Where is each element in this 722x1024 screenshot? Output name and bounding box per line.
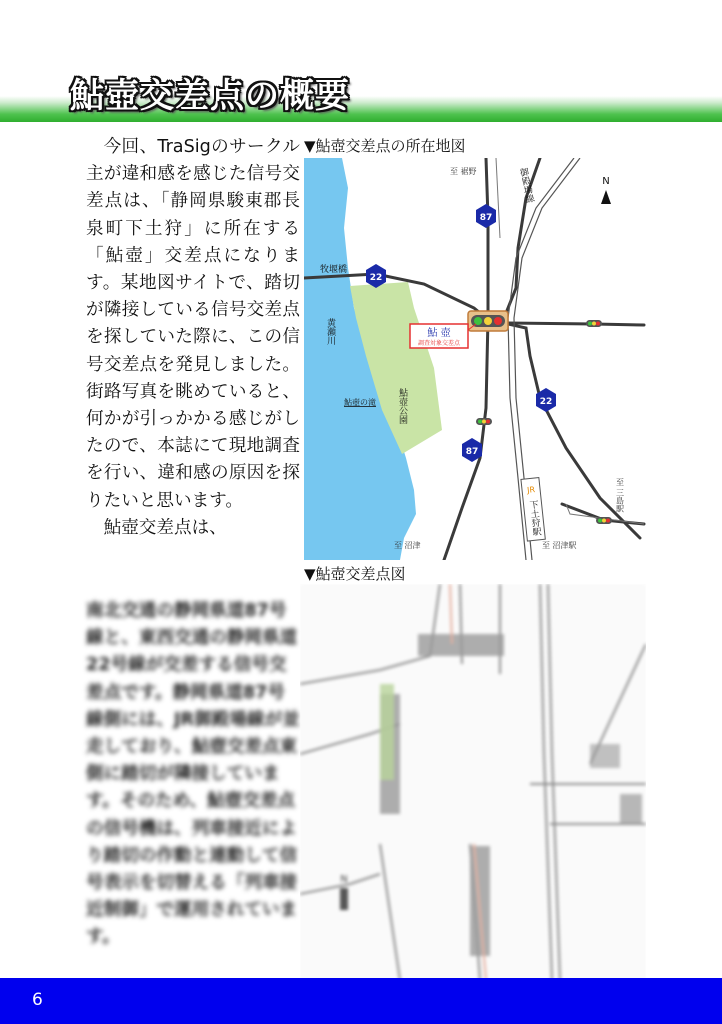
- svg-text:87: 87: [465, 447, 479, 457]
- label-kise-river: 黄瀬川: [325, 318, 335, 345]
- paragraph-2-blurred: 南北交通の静岡県道87号線と、東西交通の静岡県道22号線が交差する信号交差点です。静岡県道87号線側には、JR御殿場線が並走しており、鮎壺交差点東側に踏切が隣接しています。そのため、鮎壺交差点の信号機は、列車接近により踏切の作動と連動して信号表示を切替える「列車接近制御」で運用されています。: [86, 601, 300, 948]
- signal-southeast: [596, 517, 612, 524]
- label-makizeki-bridge: 牧堰橋: [320, 265, 348, 275]
- label-ayutsubo-sub: 調査対象交差点: [417, 340, 461, 347]
- label-to-numazu: 至 沼津: [394, 541, 421, 550]
- label-ayutsubo-park: 鮎壺公園: [397, 388, 407, 424]
- svg-text:JR: JR: [526, 485, 536, 495]
- svg-text:N: N: [602, 176, 610, 187]
- diagram-north-arrow: [340, 874, 348, 910]
- label-to-susono: 至 裾野: [450, 167, 477, 176]
- intersection-diagram: [300, 584, 646, 980]
- road-thin-a: [496, 158, 500, 238]
- label-gotemba-line: 御殿場線: [517, 166, 535, 205]
- svg-text:87: 87: [479, 213, 493, 223]
- signal-east: [586, 320, 602, 327]
- paragraph-2-lead: 鮎壺交差点は、: [103, 517, 227, 538]
- label-to-mishima-station: 至 三島駅: [615, 478, 625, 513]
- jr-station-box: [521, 478, 545, 542]
- label-ayutsubo-falls: 鮎壺の滝: [344, 398, 376, 407]
- svg-text:22: 22: [369, 273, 383, 283]
- location-map: [304, 158, 646, 560]
- footer-bar: [0, 978, 722, 1024]
- ayutsubo-label-box: [410, 324, 476, 348]
- route-87-badge-north: [476, 204, 496, 228]
- label-shimotogari-station: 下土狩駅: [527, 499, 541, 537]
- map-caption: ▼鮎壺交差点の所在地図: [304, 137, 466, 155]
- label-to-numazu-station: 至 沼津駅: [542, 541, 577, 550]
- page-number: 6: [32, 990, 43, 1010]
- diagram-caption: ▼鮎壺交差点図: [304, 565, 406, 583]
- marking-northeast: [590, 744, 620, 768]
- article-body: [86, 134, 300, 542]
- signal-south: [476, 418, 492, 425]
- median-green: [380, 684, 394, 780]
- crosswalk-east: [620, 794, 642, 824]
- ayutsubo-signal: [468, 311, 508, 331]
- svg-text:N: N: [340, 874, 348, 885]
- north-arrow: [601, 176, 611, 204]
- page-title: 鮎壺交差点の概要: [70, 76, 350, 116]
- svg-text:22: 22: [539, 397, 553, 407]
- crosswalk-north: [418, 634, 504, 656]
- road-east: [504, 323, 644, 325]
- label-ayutsubo: 鮎 壺: [427, 328, 451, 339]
- paragraph-1: 今回、TraSigのサークル主が違和感を感じた信号交差点は、「静岡県駿東郡長泉町下土狩」に所在する「鮎壺」交差点になります。某地図サイトで、踏切が隣接している信号交差点を探していた際に、この信号交差点を発見しました。街路写真を眺めていると、何かが引っかかる感じがしたので、本誌にて現地調査を行い、違和感の原因を探りたいと思います。: [86, 137, 300, 511]
